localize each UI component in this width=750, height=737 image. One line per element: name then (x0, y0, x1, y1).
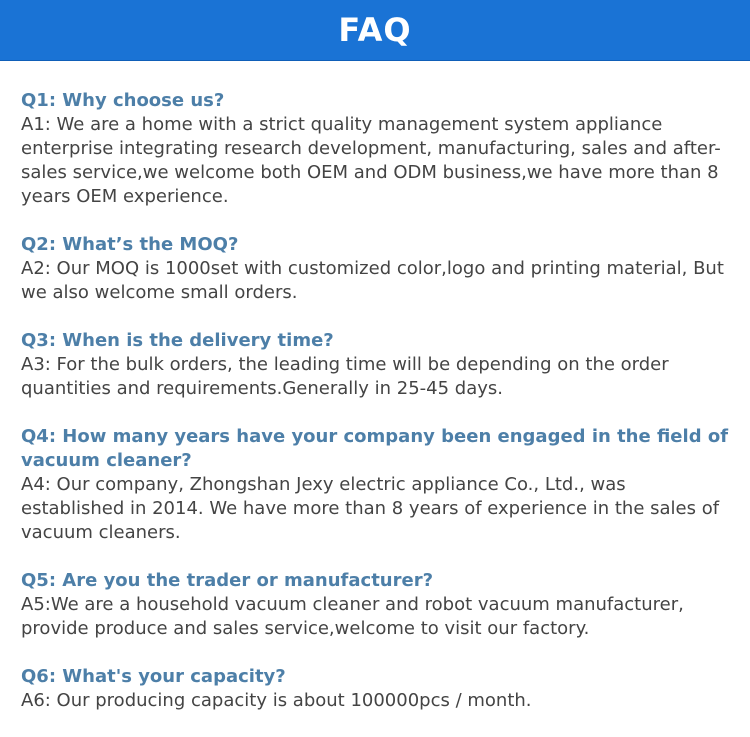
faq-answer-1: A1: We are a home with a strict quality management system appliance enterprise integrating research development, manufacturing, sales and after-sales service,we welcome both OEM and ODM business,we have more than 8 years OEM experience. (21, 114, 721, 207)
faq-question-5: Q5: Are you the trader or manufacturer? (21, 570, 434, 591)
faq-question-4: Q4: How many years have your company been engaged in the field of vacuum cleaner? (21, 426, 729, 471)
faq-question-3: Q3: When is the delivery time? (21, 330, 334, 351)
faq-question-1: Q1: Why choose us? (21, 90, 225, 111)
faq-item-5 (21, 569, 733, 641)
faq-list (21, 89, 733, 737)
faq-item-2 (21, 233, 733, 305)
faq-question-6: Q6: What's your capacity? (21, 666, 286, 687)
faq-answer-3: A3: For the bulk orders, the leading time will be depending on the order quantities and requirements.Generally in 25-45 days. (21, 354, 669, 399)
faq-answer-4: A4: Our company, Zhongshan Jexy electric appliance Co., Ltd., was established in 2014. We have more than 8 years of experience in the sales of vacuum cleaners. (21, 474, 720, 543)
faq-answer-5: A5:We are a household vacuum cleaner and robot vacuum manufacturer, provide produce and sales service,welcome to visit our factory. (21, 594, 684, 639)
faq-banner (0, 0, 750, 61)
page-title: FAQ (338, 11, 412, 49)
faq-item-1 (21, 89, 733, 209)
faq-item-4 (21, 425, 733, 545)
faq-question-2: Q2: What’s the MOQ? (21, 234, 239, 255)
faq-item-3 (21, 329, 733, 401)
faq-answer-6: A6: Our producing capacity is about 100000pcs / month. (21, 690, 532, 711)
faq-item-6 (21, 665, 733, 713)
faq-answer-2: A2: Our MOQ is 1000set with customized color,logo and printing material, But we also welcome small orders. (21, 258, 724, 303)
